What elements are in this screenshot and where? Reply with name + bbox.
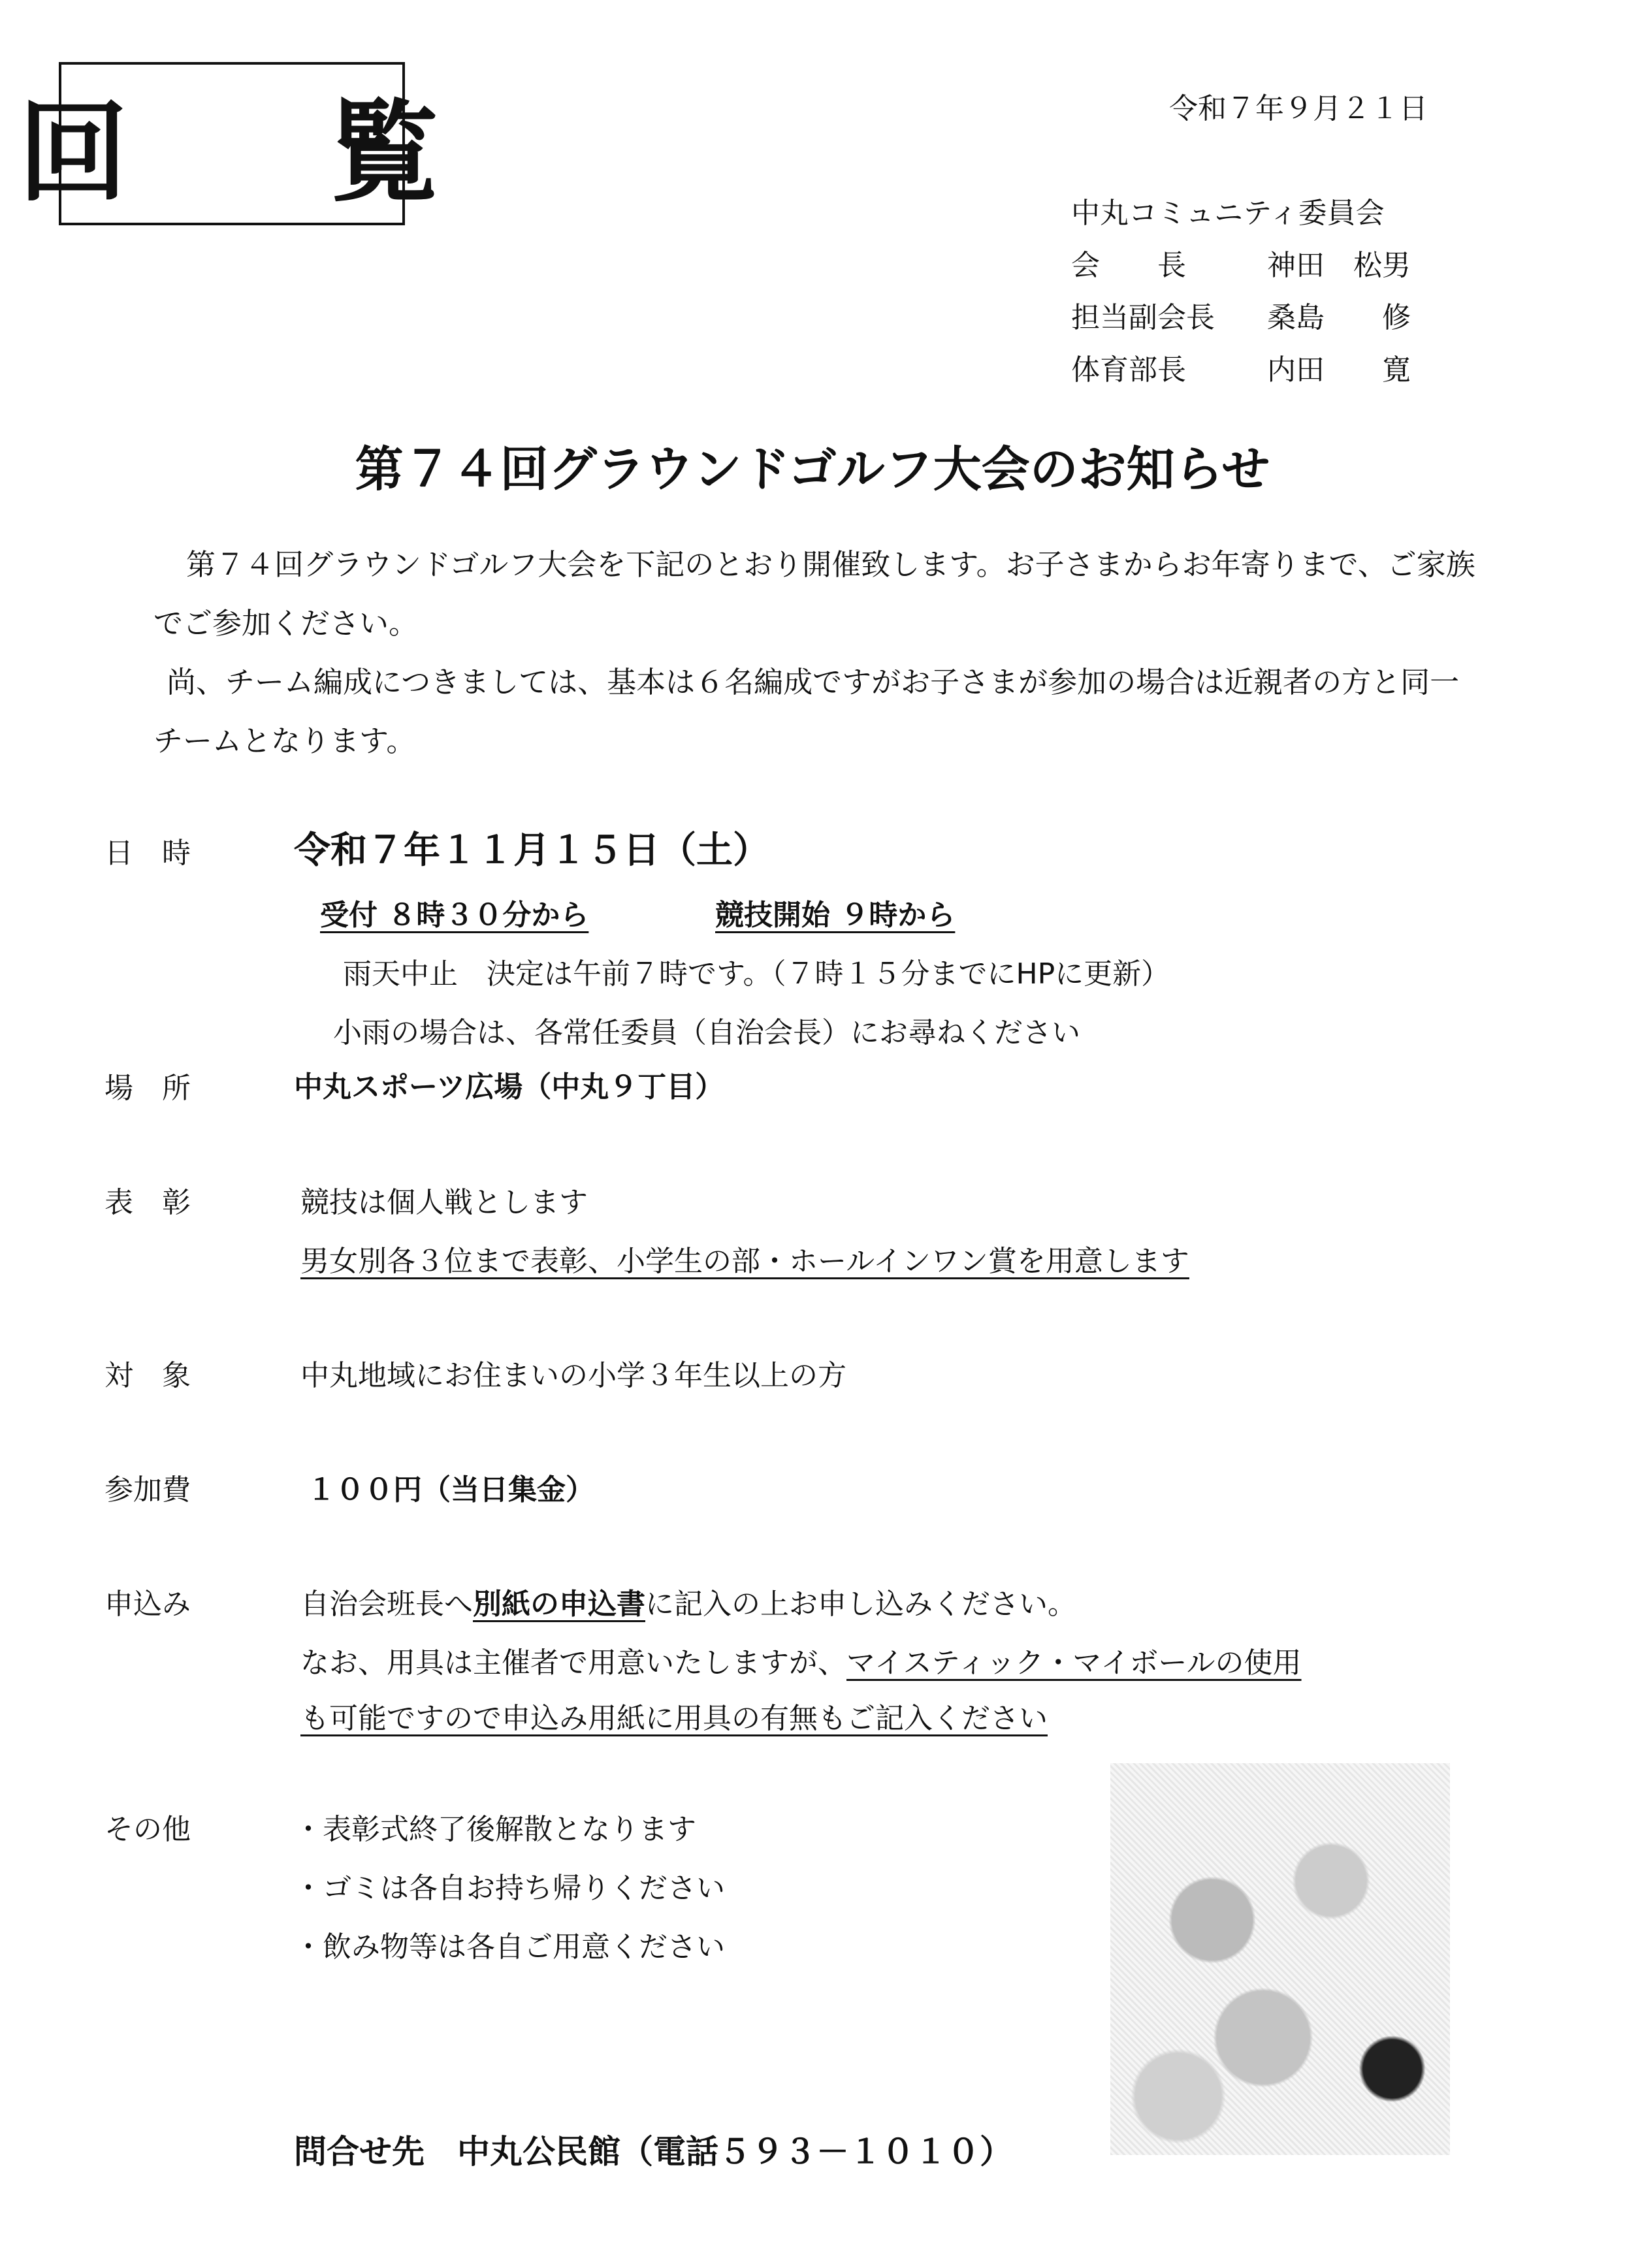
awards-label: 表 彰 <box>105 1186 191 1219</box>
fee-value: １００円（当日集金） <box>307 1473 594 1507</box>
apply-text: に記入の上お申し込みください。 <box>645 1588 1076 1621</box>
target-label: 対 象 <box>105 1359 191 1392</box>
apply-label: 申込み <box>105 1588 191 1621</box>
equipment-note: マイスティック・マイボールの使用 <box>846 1646 1302 1680</box>
list-item: ・表彰式終了後解散となります <box>294 1813 696 1846</box>
organization-name: 中丸コミュニティ委員会 <box>1071 197 1385 230</box>
apply-line: も可能ですので申込み用紙に用具の有無もご記入ください <box>300 1702 1048 1735</box>
officer-name: 桑島 修 <box>1267 301 1411 334</box>
apply-line <box>300 1580 1076 1622</box>
officer-row <box>1071 242 1411 283</box>
intro-paragraph: 尚、チーム編成につきましては、基本は６名編成ですがお子さまが参加の場合は近親者の方と同一チームとなります。 <box>153 665 1460 758</box>
schedule-label: 日 時 <box>105 837 191 870</box>
venue-label: 場 所 <box>105 1072 191 1105</box>
event-date: 令和７年１１月１５日（土） <box>294 829 769 872</box>
other-label: その他 <box>105 1813 191 1846</box>
circulation-stamp: 回 覧 <box>59 62 405 225</box>
officer-role: 体育部長 <box>1071 353 1186 387</box>
target-value: 中丸地域にお住まいの小学３年生以上の方 <box>300 1359 846 1392</box>
reception-time: 受付 ８時３０分から <box>320 899 589 932</box>
notice-title: 第７４回グラウンドゴルフ大会のお知らせ <box>355 441 1270 498</box>
officer-row <box>1071 346 1411 388</box>
application-form-ref: 別紙の申込書 <box>473 1588 645 1621</box>
officer-role: 担当副会長 <box>1071 301 1215 334</box>
awards-line: 男女別各３位まで表彰、小学生の部・ホールインワン賞を用意します <box>300 1245 1189 1278</box>
list-item: ・飲み物等は各自ご用意ください <box>294 1930 725 1964</box>
contact-info: 問合せ先 中丸公民館（電話５９３－１０１０） <box>294 2133 1012 2171</box>
officer-name: 神田 松男 <box>1267 249 1411 282</box>
apply-line <box>300 1639 1302 1681</box>
officer-row <box>1071 294 1411 336</box>
issue-date: 令和７年９月２１日 <box>1169 92 1428 125</box>
intro-paragraph: 第７４回グラウンドゴルフ大会を下記のとおり開催致します。お子さまからお年寄りまで、ご家族でご参加ください。 <box>153 547 1475 641</box>
venue-value: 中丸スポーツ広場（中丸９丁目） <box>294 1070 724 1104</box>
start-time: 競技開始 ９時から <box>715 899 956 932</box>
officer-role: 会 長 <box>1071 249 1186 282</box>
awards-line: 競技は個人戦とします <box>300 1186 588 1219</box>
apply-text: 自治会班長へ <box>300 1588 473 1621</box>
light-rain-notice: 小雨の場合は、各常任委員（自治会長）にお尋ねください <box>333 1016 1080 1049</box>
fee-label: 参加費 <box>105 1473 191 1507</box>
officer-name: 内田 寛 <box>1267 353 1411 387</box>
rain-notice: 雨天中止 決定は午前７時です。（７時１５分までにHPに更新） <box>343 957 1170 991</box>
apply-text: なお、用具は主催者で用意いたしますが、 <box>300 1646 846 1680</box>
ground-golf-illustration <box>1110 1763 1450 2155</box>
list-item: ・ゴミは各自お持ち帰りください <box>294 1872 725 1905</box>
